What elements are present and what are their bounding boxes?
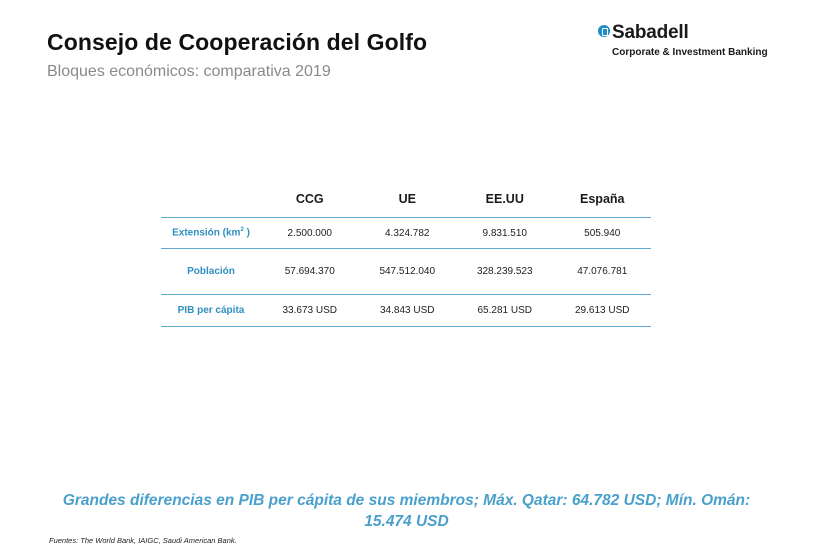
table-cell: 547.512.040	[379, 266, 436, 277]
table-cell: 505.940	[584, 227, 621, 239]
table-cell: 65.281 USD	[477, 305, 532, 316]
table-cell: 57.694.370	[284, 266, 335, 277]
key-finding-headline: Grandes diferencias en PIB per cápita de sus miembros; Máx. Qatar: 64.782 USD; Mín. Omán: 15.474 USD	[62, 492, 751, 530]
table-cell: 4.324.782	[385, 227, 430, 239]
superscript-two: 2	[240, 227, 244, 234]
table-cell: 2.500.000	[287, 227, 332, 239]
column-header	[161, 180, 261, 218]
table-cell: 33.673 USD	[282, 305, 337, 316]
column-header-eeuu: EE.UU	[485, 191, 524, 206]
table-cell: 29.613 USD	[575, 305, 630, 316]
page-title: Consejo de Cooperación del Golfo	[47, 29, 428, 55]
row-label-extension	[161, 218, 261, 249]
table-row	[161, 295, 651, 327]
sabadell-logo	[598, 23, 778, 63]
column-header-ccg: CCG	[295, 191, 324, 206]
column-header-ue: UE	[398, 191, 416, 206]
row-label-close: )	[243, 227, 250, 239]
comparison-table	[161, 180, 651, 327]
logo-brand-name: Sabadell	[612, 22, 689, 43]
table-header-row	[161, 180, 651, 218]
table-row	[161, 218, 651, 249]
page-subtitle: Bloques económicos: comparativa 2019	[47, 63, 331, 80]
table-cell: 328.239.523	[476, 266, 533, 277]
column-header-espana: España	[580, 191, 625, 206]
row-label-poblacion: Población	[187, 266, 235, 277]
row-label-pib: PIB per cápita	[177, 305, 245, 316]
sabadell-logo-icon	[598, 25, 610, 37]
logo-tagline: Corporate & Investment Banking	[612, 47, 768, 58]
row-label-text: Extensión (km	[172, 227, 241, 239]
table-cell: 34.843 USD	[380, 305, 435, 316]
table-cell: 47.076.781	[577, 266, 628, 277]
table-cell: 9.831.510	[482, 227, 527, 239]
table-row	[161, 249, 651, 295]
sources-footnote: Fuentes: The World Bank, IAIGC, Saudi American Bank.	[49, 536, 237, 545]
